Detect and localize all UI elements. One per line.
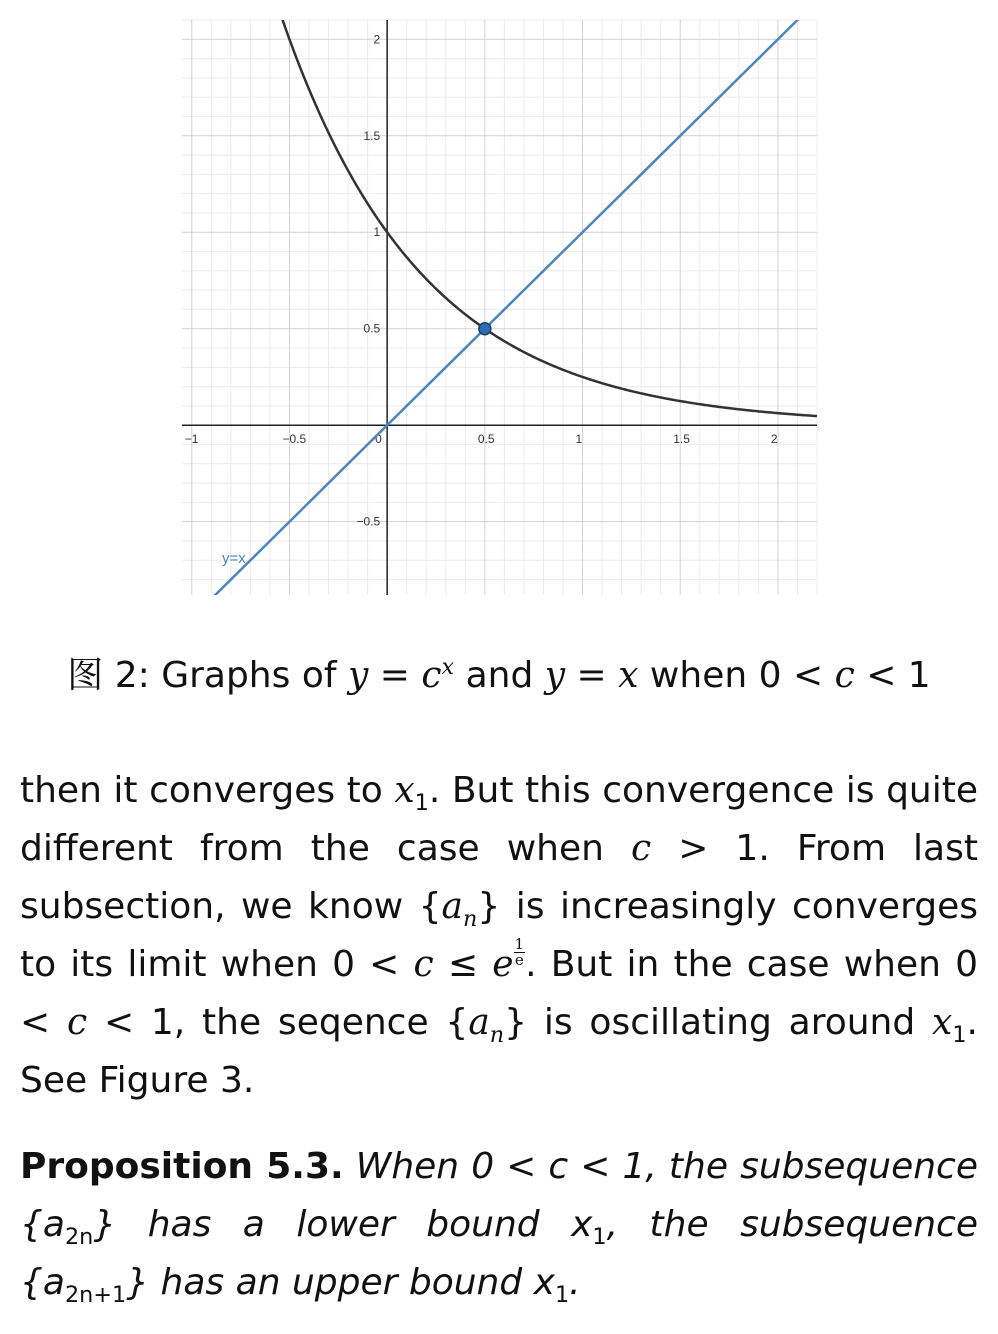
caption-op: = [368,655,422,696]
caption-var: y [544,655,566,696]
math-var: a [441,886,463,927]
proposition-text: . [569,1262,581,1303]
subscript: 2n+1 [64,1282,127,1309]
math-var: c [66,1002,88,1043]
subscript: 1 [952,1022,967,1049]
x-tick-label: 1.5 [673,432,690,447]
y-tick-label: −0.5 [356,514,381,529]
text: . But in the case when 0 < [20,944,978,1043]
figure-caption [0,652,998,700]
math-var: e [492,944,514,985]
caption-prefix: 图 2: Graphs of [67,655,348,696]
body-paragraph [20,762,978,1110]
x-tick-label: 1 [575,432,583,447]
text: < 1, the seqence { [87,1002,469,1043]
x-tick-label: −0.5 [282,432,307,447]
caption-var: y [347,655,369,696]
proposition-text: } has a lower bound x [93,1204,593,1245]
caption-op: = [565,655,619,696]
major-grid [182,20,817,595]
y-tick-label: 2 [373,32,381,47]
subscript: 1 [592,1224,607,1251]
math-var: x [932,1002,953,1043]
math-var: c [413,944,434,985]
math-var: x [394,770,415,811]
text: . See Figure 3. [20,1002,978,1101]
caption-var: c [421,655,442,696]
caption-text: and [454,655,545,696]
function-graph [0,0,998,610]
caption-text: < 1 [854,655,931,696]
y-tick-label: 0.5 [363,321,381,336]
proposition [20,1138,978,1312]
curve-exponential [182,0,817,416]
text: then it converges to [20,770,395,811]
label-y-equals-x: y=x [222,550,246,567]
x-tick-label: 0.5 [477,432,495,447]
proposition-label: Proposition 5.3. [20,1146,344,1187]
y-tick-label: 1 [373,225,381,240]
text: ≤ [433,944,493,985]
math-var: a [468,1002,490,1043]
x-tick-label: 2 [770,432,778,447]
intersection-point [479,323,491,335]
subscript: 1 [414,790,429,817]
proposition-text: When 0 < c < 1, the subsequence {a [20,1146,978,1245]
subscript: 2n [64,1224,94,1251]
subscript: 1 [554,1282,570,1309]
line-y-equals-x [182,1,817,610]
caption-var: c [834,655,855,696]
plot-series [182,0,817,610]
proposition-text: , the subsequence {a [20,1204,978,1303]
caption-text: when [638,655,759,696]
text: } is oscillating around [504,1002,933,1043]
y-tick-label: 1.5 [363,128,381,143]
text: > 1. From last subsection, we know { [20,828,978,927]
subscript: n [489,1022,505,1049]
subscript: n [463,906,478,933]
text: . But this convergence is quite different from the case when [20,770,978,869]
fraction-exponent [514,934,526,970]
proposition-text: } has an upper bound x [126,1262,555,1303]
text: } is increasingly converges to its limit when 0 < [20,886,978,985]
fraction-denominator: e [514,951,524,970]
tick-labels [185,32,778,528]
axes [182,20,817,595]
caption-text: 0 < [758,655,835,696]
x-tick-label: 0 [375,432,382,447]
minor-grid [182,20,817,595]
x-tick-label: −1 [184,432,199,447]
caption-exponent: x [441,654,455,680]
caption-var: x [618,655,639,696]
math-var: c [630,828,652,869]
fraction-numerator: 1 [514,934,525,953]
paragraph [20,762,978,1110]
